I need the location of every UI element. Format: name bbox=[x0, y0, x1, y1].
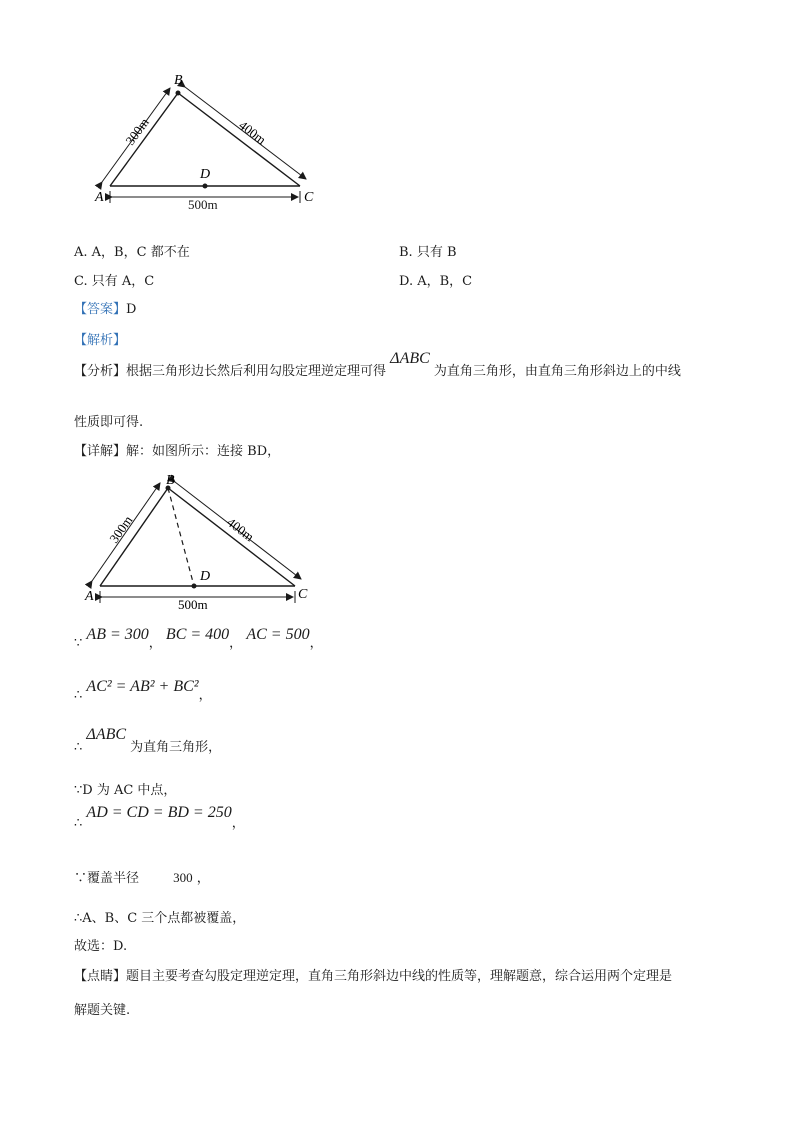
step-6-value: 300 bbox=[173, 870, 193, 885]
dianjing-line-1 bbox=[74, 965, 672, 984]
xiangjie-tag: 【详解】 bbox=[74, 444, 127, 459]
dianjing-text: 题目主要考查勾股定理逆定理，直角三角形斜边中线的性质等，理解题意，综合运用两个定理是 bbox=[126, 969, 673, 984]
step-1-sep-1: ， bbox=[148, 636, 162, 651]
answer-value: D bbox=[126, 302, 137, 317]
fenxi-tag: 【分析】 bbox=[74, 364, 127, 379]
step-5-symbol: ∴ bbox=[74, 816, 83, 831]
length-bc: 400m bbox=[236, 117, 269, 148]
option-d-text: A，B，C bbox=[417, 274, 473, 289]
segment-bd bbox=[168, 488, 194, 586]
step-7: ∴A、B、C 三个点都被覆盖， bbox=[74, 911, 246, 926]
analysis-heading: 【解析】 bbox=[74, 333, 127, 348]
length-ac: 500m bbox=[188, 197, 218, 212]
step-5-math: AD = CD = BD = 250 bbox=[86, 804, 232, 821]
step-6 bbox=[74, 867, 210, 886]
step-1-ac: AC = 500 bbox=[246, 626, 310, 643]
label-a: A bbox=[85, 589, 94, 604]
option-a bbox=[74, 241, 190, 260]
option-b bbox=[399, 241, 457, 260]
step-5-end: ， bbox=[231, 816, 245, 831]
label-a: A bbox=[95, 190, 104, 205]
step-6-end: ， bbox=[196, 871, 210, 886]
label-b: B bbox=[174, 73, 183, 88]
option-c bbox=[74, 270, 154, 289]
point-d bbox=[192, 584, 197, 589]
length-ac: 500m bbox=[178, 597, 208, 612]
xiangjie-line bbox=[74, 440, 280, 459]
option-d bbox=[399, 270, 472, 289]
answer-tag: 【答案】 bbox=[74, 302, 127, 317]
triangle-figure-1 bbox=[90, 66, 330, 216]
fenxi-line-2: 性质即可得. bbox=[74, 415, 144, 430]
side-bc bbox=[168, 488, 295, 586]
label-b: B bbox=[166, 473, 175, 488]
length-bc: 400m bbox=[224, 514, 257, 545]
step-4: ∵D 为 AC 中点， bbox=[74, 783, 177, 798]
length-ab: 300m bbox=[106, 512, 136, 546]
step-2-symbol: ∴ bbox=[74, 688, 83, 703]
triangle-figure-2 bbox=[80, 468, 330, 613]
option-d-label: D. bbox=[399, 274, 414, 289]
side-bc bbox=[178, 93, 300, 186]
answer-line bbox=[74, 298, 136, 317]
label-d: D bbox=[200, 569, 211, 584]
length-ab: 300m bbox=[122, 114, 152, 148]
dianjing-tag: 【点睛】 bbox=[74, 969, 127, 984]
side-ab bbox=[110, 93, 178, 186]
fenxi-line-1 bbox=[74, 350, 681, 380]
point-d bbox=[203, 184, 208, 189]
option-b-text: 只有 B bbox=[416, 245, 457, 260]
point-b bbox=[176, 91, 181, 96]
label-c: C bbox=[304, 190, 314, 205]
step-1-end: ， bbox=[309, 636, 323, 651]
step-1 bbox=[74, 624, 323, 651]
option-c-label: C. bbox=[74, 274, 88, 289]
step-1-ab: AB = 300 bbox=[86, 626, 149, 643]
step-3-text: 为直角三角形， bbox=[130, 740, 222, 755]
step-1-bc: BC = 400 bbox=[165, 626, 230, 643]
option-c-text: 只有 A，C bbox=[91, 274, 155, 289]
step-2-math: AC² = AB² + BC² bbox=[86, 678, 199, 695]
step-1-symbol: ∵ bbox=[74, 636, 83, 651]
xiangjie-text: 解：如图所示：连接 BD， bbox=[126, 444, 281, 459]
step-5 bbox=[74, 802, 245, 831]
step-1-sep-2: ， bbox=[229, 636, 243, 651]
label-d: D bbox=[200, 167, 211, 182]
step-3-symbol: ∴ bbox=[74, 740, 83, 755]
option-a-text: A，B，C 都不在 bbox=[91, 245, 190, 260]
step-3-math: ΔABC bbox=[86, 726, 127, 743]
option-a-label: A. bbox=[74, 245, 88, 260]
step-6-text: ∵覆盖半径 bbox=[74, 871, 140, 886]
dianjing-line-2: 解题关键. bbox=[74, 1003, 131, 1018]
label-c: C bbox=[298, 587, 308, 602]
step-2 bbox=[74, 676, 212, 703]
fenxi-text-before: 根据三角形边长然后利用勾股定理逆定理可得 bbox=[126, 364, 387, 379]
step-2-end: ， bbox=[198, 688, 212, 703]
step-8: 故选：D. bbox=[74, 939, 128, 954]
fenxi-text-after: 为直角三角形，由直角三角形斜边上的中线 bbox=[433, 364, 681, 379]
step-3 bbox=[74, 724, 222, 755]
option-b-label: B. bbox=[399, 245, 413, 260]
fenxi-math: ΔABC bbox=[390, 350, 430, 367]
